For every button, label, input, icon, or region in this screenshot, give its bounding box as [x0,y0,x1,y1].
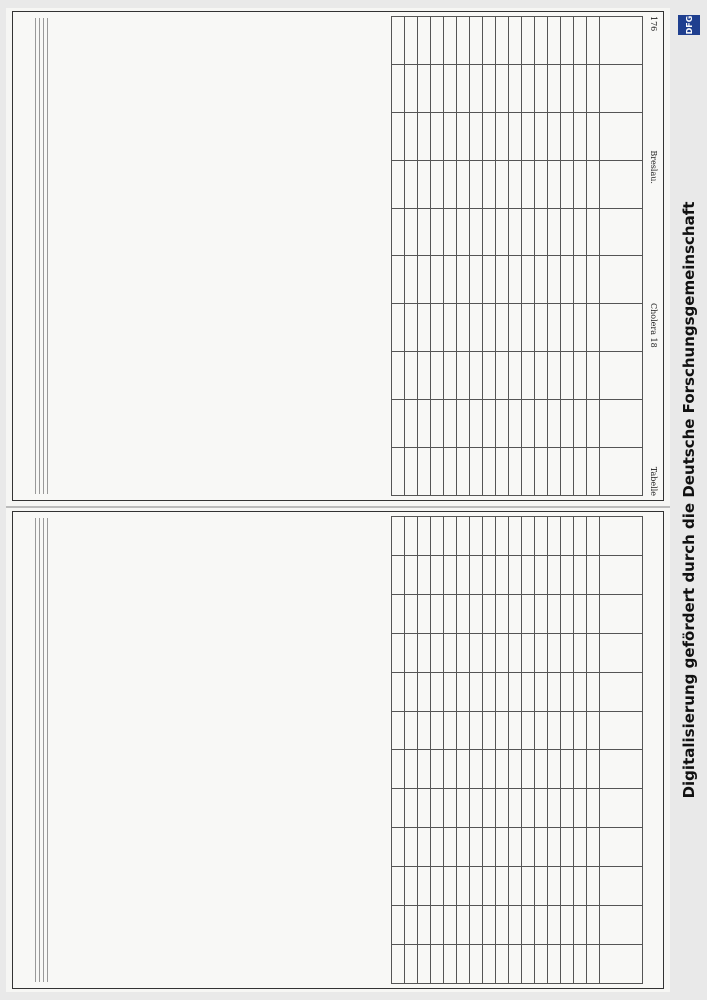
column-header [600,944,643,983]
column-header [600,594,643,633]
table-row [392,17,405,496]
table-row [470,17,483,496]
column-header [600,750,643,789]
scanned-document [6,8,670,992]
footnotes [19,518,51,982]
column-header [600,208,643,256]
table-row [535,17,548,496]
page-header [647,16,661,496]
statistics-table [391,16,643,496]
page-number: 176 [649,16,659,32]
column-header [600,352,643,400]
footnotes [19,18,51,494]
banner-text: Digitalisierung gefördert durch die Deutsche Forschungsgemeinschaft [680,201,698,799]
digitization-banner [676,8,702,992]
column-header [600,867,643,906]
table-row [509,17,522,496]
table-row [431,517,444,984]
table-row [548,517,561,984]
column-header [600,64,643,112]
table-row [483,517,496,984]
statistics-table [391,516,643,984]
column-header [600,906,643,945]
table-row [457,17,470,496]
column-header [600,17,643,65]
header-left: Breslau. [649,150,659,184]
column-header [600,517,643,556]
table-row [496,17,509,496]
column-header [600,112,643,160]
table-row [587,17,600,496]
table-row [418,517,431,984]
column-header [600,633,643,672]
page-lower [6,508,670,992]
dfg-logo: DFG [678,15,700,35]
table-row [431,17,444,496]
table-row [548,17,561,496]
table-row [457,517,470,984]
column-header [600,711,643,750]
column-header [600,400,643,448]
column-header [600,789,643,828]
column-header [600,555,643,594]
table-row [444,517,457,984]
header-center: Cholera 18 [649,303,659,348]
table-row [470,517,483,984]
table-row [509,517,522,984]
table-row [496,517,509,984]
table-row [405,517,418,984]
column-header [600,304,643,352]
table-row [444,17,457,496]
column-header [600,828,643,867]
column-header [600,448,643,496]
column-header [600,672,643,711]
table-row [561,517,574,984]
table-row [522,517,535,984]
table-row [392,517,405,984]
table-row [574,17,587,496]
table-row [587,517,600,984]
table-row [522,17,535,496]
table-row [405,17,418,496]
column-header [600,256,643,304]
table-row [483,17,496,496]
page-header [647,516,661,984]
header-right: Tabelle [649,466,659,496]
page-upper [6,8,670,504]
table-row [535,517,548,984]
table-row [574,517,587,984]
table-row [418,17,431,496]
column-header [600,160,643,208]
table-row [561,17,574,496]
